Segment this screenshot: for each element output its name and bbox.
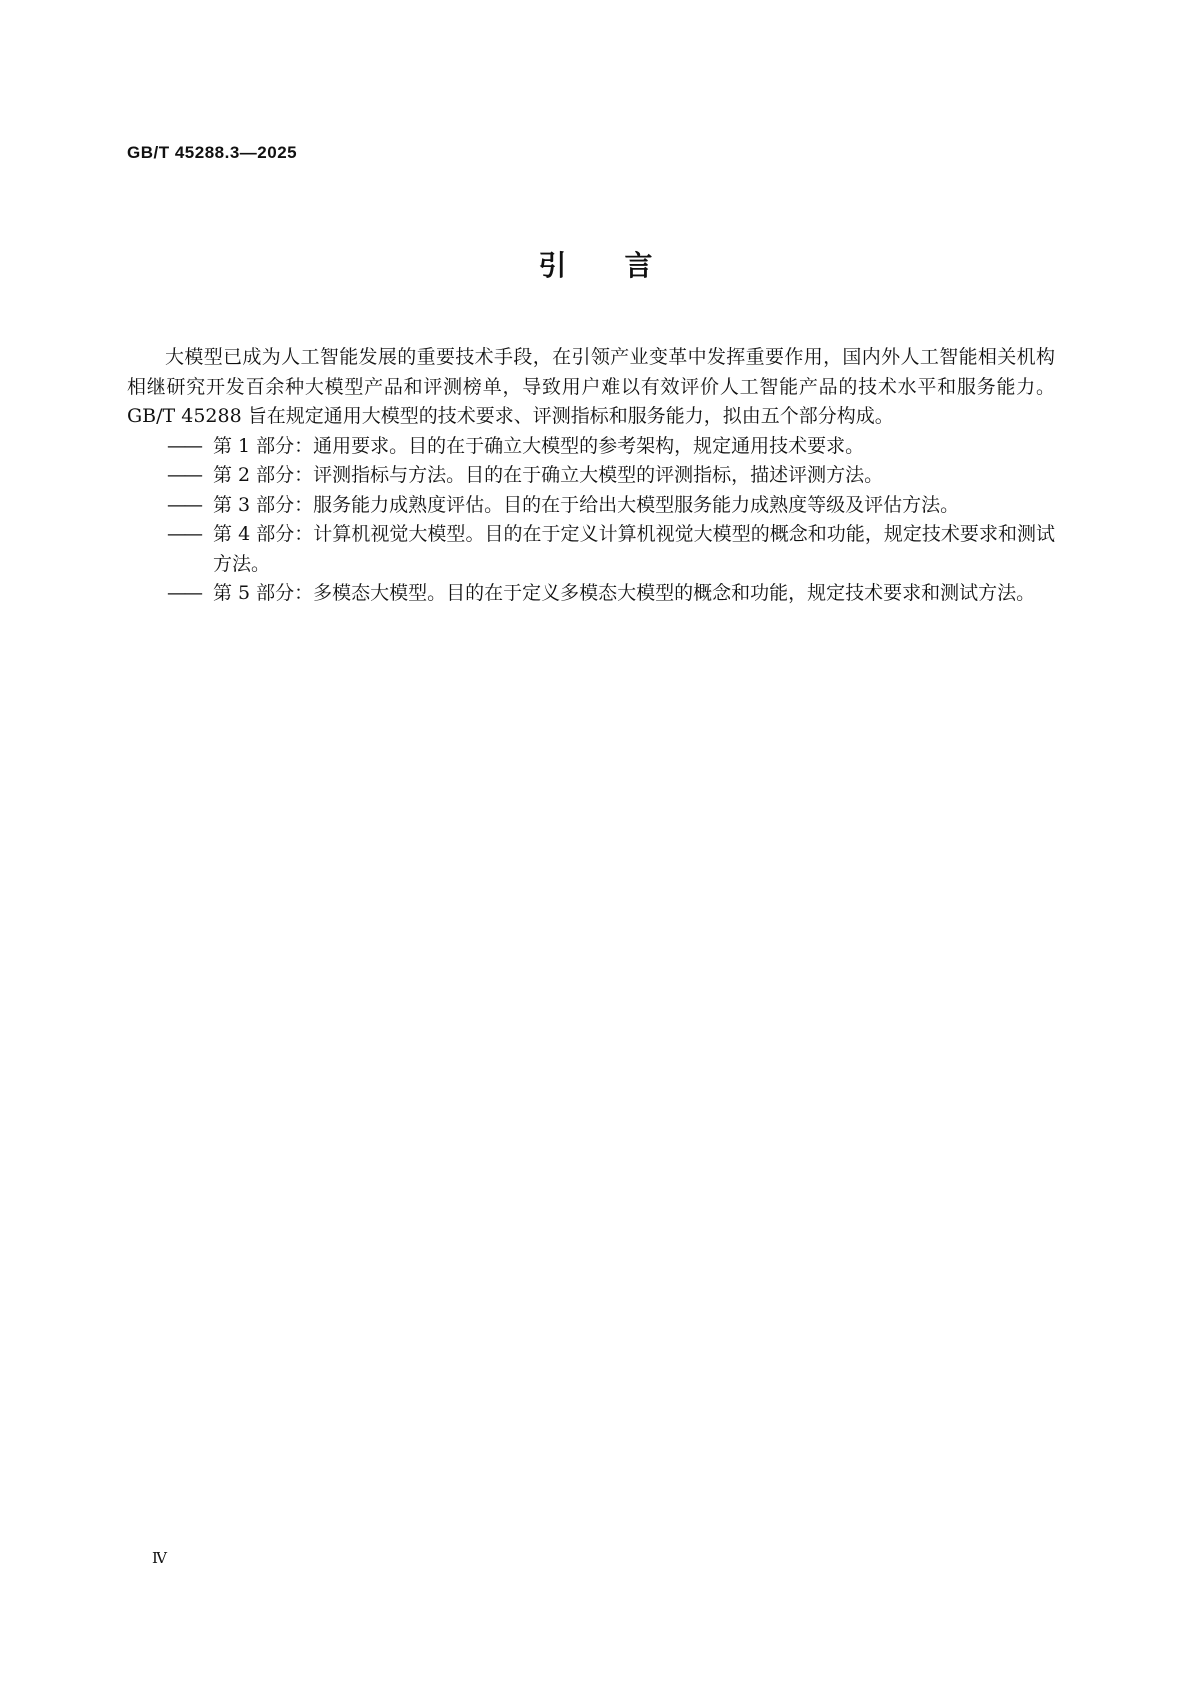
list-item-part-3 — [127, 491, 1055, 521]
list-item-part-4 — [127, 520, 1055, 579]
part-4-text: 第 4 部分：计算机视觉大模型。目的在于定义计算机视觉大模型的概念和功能，规定技术要求和测试方法。 — [213, 523, 1055, 575]
part-1-text: 第 1 部分：通用要求。目的在于确立大模型的参考架构，规定通用技术要求。 — [213, 434, 865, 457]
list-item-part-2 — [127, 461, 1055, 491]
section-title: 引言 — [538, 249, 711, 282]
list-dash: —— — [167, 493, 201, 516]
document-code: GB/T 45288.3—2025 — [127, 143, 298, 162]
page-number: Ⅳ — [152, 1549, 167, 1567]
list-item-part-1 — [127, 432, 1055, 462]
list-dash: —— — [167, 582, 201, 604]
part-5-text: 第 5 部分：多模态大模型。目的在于定义多模态大模型的概念和功能，规定技术要求和测试方法。 — [213, 582, 1036, 604]
list-dash: —— — [167, 464, 201, 486]
intro-paragraph: 大模型已成为人工智能发展的重要技术手段，在引领产业变革中发挥重要作用，国内外人工智能相关机构相继研究开发百余种大模型产品和评测榜单，导致用户难以有效评价人工智能产品的技术水平和服务能力。GB/T 45288 旨在规定通用大模型的技术要求、评测指标和服务能力，拟由五个部分构成。 — [127, 346, 1055, 427]
list-dash: —— — [167, 434, 201, 457]
body-text — [127, 343, 1055, 609]
part-2-text: 第 2 部分：评测指标与方法。目的在于确立大模型的评测指标，描述评测方法。 — [213, 464, 884, 486]
list-dash: —— — [167, 523, 201, 545]
part-3-text: 第 3 部分：服务能力成熟度评估。目的在于给出大模型服务能力成熟度等级及评估方法。 — [213, 493, 960, 516]
parts-list — [127, 432, 1055, 609]
list-item-part-5 — [127, 579, 1055, 609]
